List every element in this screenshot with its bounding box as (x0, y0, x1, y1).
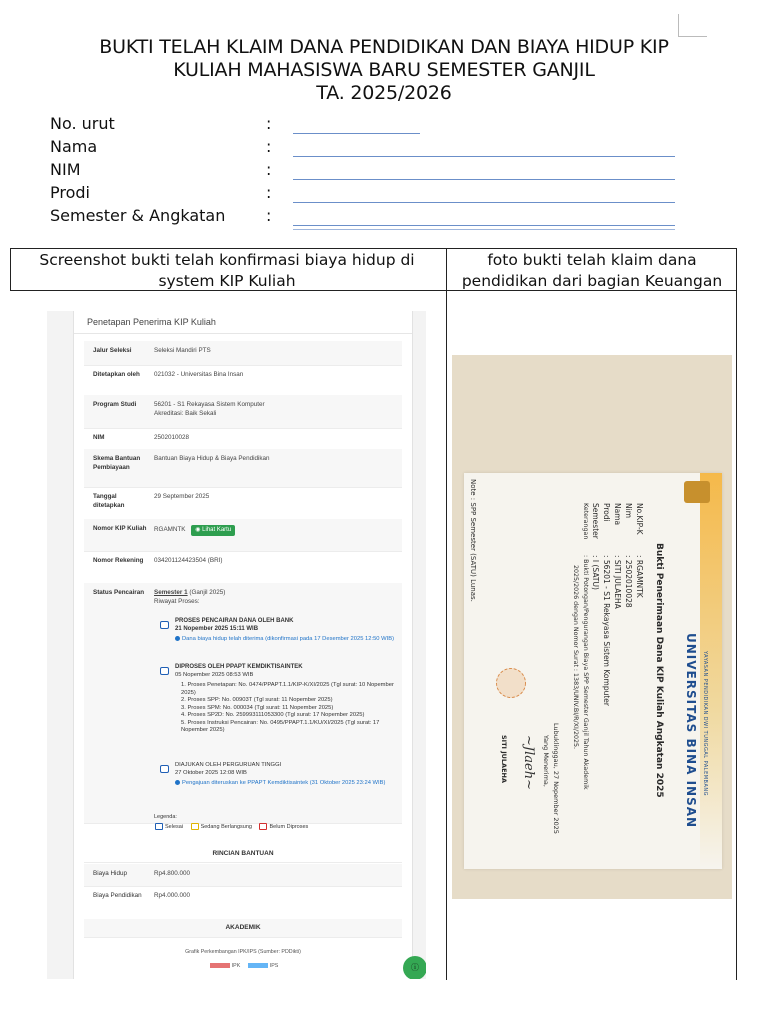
field-label: Semester & Angkatan (50, 206, 226, 225)
kip-number: RGAMNTK (154, 526, 186, 533)
receipt-photo (452, 355, 732, 899)
receipt-receiver-name: SITI JULAEHA (500, 735, 508, 783)
semester-detail: (Ganjil 2025) (187, 589, 226, 596)
info-row (84, 395, 402, 429)
identity-form (50, 114, 690, 229)
legend-pending-swatch (259, 823, 267, 830)
receipt-field (591, 503, 600, 590)
info-value: 29 September 2025 (154, 493, 210, 500)
fill-line[interactable] (293, 156, 675, 157)
legend-pending: Belum Diproses (269, 823, 309, 830)
official-stamp (496, 668, 526, 698)
receipt-rotated-content (464, 473, 722, 869)
receipt-field (602, 503, 611, 706)
timeline-step: 4. Proses SP2D: No. 259993111053300 (Tgl surat: 17 Nopember 2025) (181, 712, 365, 718)
prodi-accreditation: Akreditasi: Baik Sekali (154, 409, 217, 417)
timeline-note-text: Dana biaya hidup telah diterima (dikonfirmasi pada 17 Desember 2025 12:50 WIB) (182, 636, 395, 643)
timeline-step: 1. Proses Penetapan: No. 0474/PPAPT.1.1/KIP-K/XI/2025 (Tgl surat: 10 Nopember 2025) (181, 682, 394, 696)
chart-legend (74, 963, 412, 969)
legend-progress: Sedang Berlangsung (200, 823, 252, 830)
timeline-steps (175, 682, 400, 735)
info-value: 034201124423504 (BRI) (154, 557, 223, 564)
field-no-urut (50, 114, 690, 137)
receipt-key: Nama (613, 503, 622, 526)
akademik-heading: AKADEMIK (84, 919, 402, 938)
timeline-date: 21 Nopember 2025 15:11 WIB (175, 625, 259, 632)
fill-line-extra (293, 229, 675, 230)
field-colon: : (266, 183, 272, 202)
timeline-note (175, 636, 400, 644)
eye-icon: ◉ (195, 527, 203, 533)
lihat-kartu-button[interactable] (191, 525, 235, 536)
receipt-key: Nim (624, 503, 633, 518)
table-border-right (736, 248, 737, 980)
rincian-bantuan-heading: RINCIAN BANTUAN (84, 846, 402, 863)
field-label: NIM (50, 160, 81, 179)
card-title: Penetapan Penerima KIP Kuliah (87, 317, 216, 327)
column-header-photo: foto bukti telah klaim dana pendidikan dari bagian Keuangan (461, 251, 723, 290)
fill-line[interactable] (293, 202, 675, 203)
info-key: Jalur Seleksi (93, 347, 132, 354)
field-nim (50, 160, 690, 183)
rincian-key: Biaya Pendidikan (93, 892, 142, 899)
status-legend (154, 823, 308, 830)
title-line-2: KULIAH MAHASISWA BARU SEMESTER GANJIL (173, 59, 595, 81)
info-value (154, 589, 394, 606)
rincian-row (84, 864, 402, 887)
timeline-text (175, 762, 400, 788)
legend-progress-swatch (191, 823, 199, 830)
info-row (84, 487, 402, 520)
info-row (84, 449, 402, 488)
legend-label: Legenda: (154, 814, 177, 820)
timeline-date: 05 Nopember 2025 08:53 WIB (175, 671, 254, 678)
info-key: Nomor KIP Kuliah (93, 525, 147, 532)
receipt-field (624, 503, 633, 608)
university-name: UNIVERSITAS BINA INSAN (684, 633, 698, 829)
page-corner-mark (678, 14, 707, 37)
fill-line[interactable] (293, 133, 420, 134)
timeline-status-icon (160, 765, 169, 773)
field-colon: : (266, 206, 272, 225)
timeline-step: 5. Proses Instruksi Pencairan: No. 0495/PPAPT.1.1/KU/XI/2025 (Tgl surat: 17 Nopember 2025) (181, 719, 380, 733)
field-label: Prodi (50, 183, 90, 202)
receipt-paper (464, 473, 722, 869)
info-row (84, 519, 402, 552)
table-border-left (10, 248, 11, 290)
timeline-date: 27 Oktober 2025 12:08 WIB (175, 769, 247, 776)
title-line-1: BUKTI TELAH KLAIM DANA PENDIDIKAN DAN BIAYA HIDUP KIP (99, 36, 669, 58)
university-logo-icon (684, 481, 710, 503)
receipt-key: Prodi (602, 503, 611, 522)
info-key: Ditetapkan oleh (93, 371, 140, 378)
receipt-value: : SITI JULAEHA (613, 555, 622, 609)
field-label: Nama (50, 137, 98, 156)
rincian-value: Rp4.000.000 (154, 892, 191, 899)
receipt-title: Bukti Penerimaan Dana KIP Kuliah Angkatan 2025 (654, 543, 664, 798)
receipt-place-date: Lubuklinggau, 27 Nopember 2025 (552, 723, 560, 834)
rincian-key: Biaya Hidup (93, 870, 127, 877)
timeline-status-icon (160, 667, 169, 675)
chart-caption: Grafik Perkembangan IPK/IPS (Sumber: PDDikti) (185, 949, 301, 955)
title-divider (74, 333, 412, 334)
timeline-title: DIPROSES OLEH PPAPT KEMDIKTISAINTEK (175, 664, 303, 670)
info-value: 021032 - Universitas Bina Insan (154, 371, 244, 378)
receipt-key: No.KIP-K (635, 503, 644, 535)
semester-link[interactable]: Semester 1 (154, 589, 188, 596)
receipt-key: Semester (591, 503, 600, 539)
info-key: Tanggal ditetapkan (93, 493, 125, 509)
check-icon (175, 636, 180, 641)
info-value (154, 401, 394, 418)
title-line-3: TA. 2025/2026 (316, 82, 452, 104)
field-label: No. urut (50, 114, 115, 133)
ips-swatch (248, 963, 268, 968)
info-value: 2502010028 (154, 434, 190, 441)
field-colon: : (266, 137, 272, 156)
timeline-step: 2. Proses SPP: No. 00903T (Tgl surat: 11 Nopember 2025) (181, 697, 333, 703)
field-semester-angkatan (50, 206, 690, 229)
info-value: Seleksi Mandiri PTS (154, 347, 211, 354)
legend-done: Selesai (165, 823, 184, 830)
column-header-screenshot: Screenshot bukti telah konfirmasi biaya hidup di system KIP Kuliah (39, 251, 415, 290)
timeline-note (175, 780, 400, 788)
receipt-receiver-label: Yang Menerima, (542, 735, 550, 787)
lihat-kartu-label: Lihat Kartu (202, 527, 232, 533)
info-value: Bantuan Biaya Hidup & Biaya Pendidikan (154, 455, 270, 462)
receipt-value: : Bukti Potongan/Pengurangan Biaya SPP Semester Ganjil Tahun Akademik (582, 555, 589, 790)
help-button[interactable] (403, 956, 426, 979)
info-row (84, 428, 402, 450)
document-title (30, 36, 738, 105)
receipt-key: Keterangan (582, 503, 589, 540)
prodi-name: 56201 - S1 Rekayasa Sistem Komputer (154, 401, 265, 408)
receipt-ket-line2: 2025/2026 dengan Nomor Surat : 1383/UNIV.BI/R/XI/2025. (572, 565, 579, 749)
info-value (154, 525, 394, 536)
field-colon: : (266, 160, 272, 179)
timeline-step: 3. Proses SPM: No. 000034 (Tgl surat: 11 Nopember 2025) (181, 704, 334, 711)
receipt-value: : 2502010028 (624, 555, 633, 608)
info-row (84, 551, 402, 584)
timeline-title: PROSES PENCAIRAN DANA OLEH BANK (175, 618, 294, 624)
kip-kuliah-screenshot (47, 311, 426, 979)
check-icon (175, 780, 180, 785)
receipt-note: Note : SPP Semester (SATU) Lunas. (469, 479, 477, 602)
field-colon: : (266, 114, 272, 133)
info-key: Skema Bantuan Pembiayaan (93, 455, 141, 471)
table-border-top (10, 248, 736, 249)
foundation-name: YAYASAN PENDIDIKAN DWI TUNGGAL PALEMBANG (702, 651, 708, 797)
help-icon: ⓘ (411, 963, 419, 972)
info-key: Nomor Rekening (93, 557, 144, 564)
receipt-value: : I (SATU) (591, 555, 600, 590)
field-prodi (50, 183, 690, 206)
timeline-text (175, 664, 400, 735)
timeline-status-icon (160, 621, 169, 629)
rincian-row (84, 886, 402, 921)
rincian-value: Rp4.800.000 (154, 870, 191, 877)
timeline-text (175, 618, 400, 644)
ipk-label: IPK (231, 963, 241, 969)
timeline-note-text: Pengajuan diteruskan ke PPAPT Kemdiktisaintek (31 Oktober 2025 23:24 WIB) (182, 780, 386, 787)
receipt-value: : RGAMNTK (635, 555, 644, 598)
receipt-field (582, 503, 589, 790)
timeline-title: DIAJUKAN OLEH PERGURUAN TINGGI (175, 762, 282, 768)
riwayat-label: Riwayat Proses: (154, 597, 200, 605)
info-key: Status Pencairan (93, 589, 145, 596)
field-nama (50, 137, 690, 160)
info-row (84, 365, 402, 396)
receipt-value: : 56201 - S1 Rekayasa Sistem Komputer (602, 555, 611, 706)
fill-line[interactable] (293, 179, 675, 180)
penetapan-card (73, 311, 413, 979)
receipt-field (635, 503, 644, 598)
signature-mark: ~Jlaeh~ (521, 735, 536, 790)
legend-done-swatch (155, 823, 163, 830)
info-row (84, 341, 402, 366)
info-key: Program Studi (93, 401, 137, 408)
fill-line[interactable] (293, 225, 675, 226)
info-key: NIM (93, 434, 105, 441)
receipt-field (613, 503, 622, 609)
ipk-swatch (210, 963, 230, 968)
table-column-divider (446, 248, 447, 980)
ips-label: IPS (269, 963, 279, 969)
